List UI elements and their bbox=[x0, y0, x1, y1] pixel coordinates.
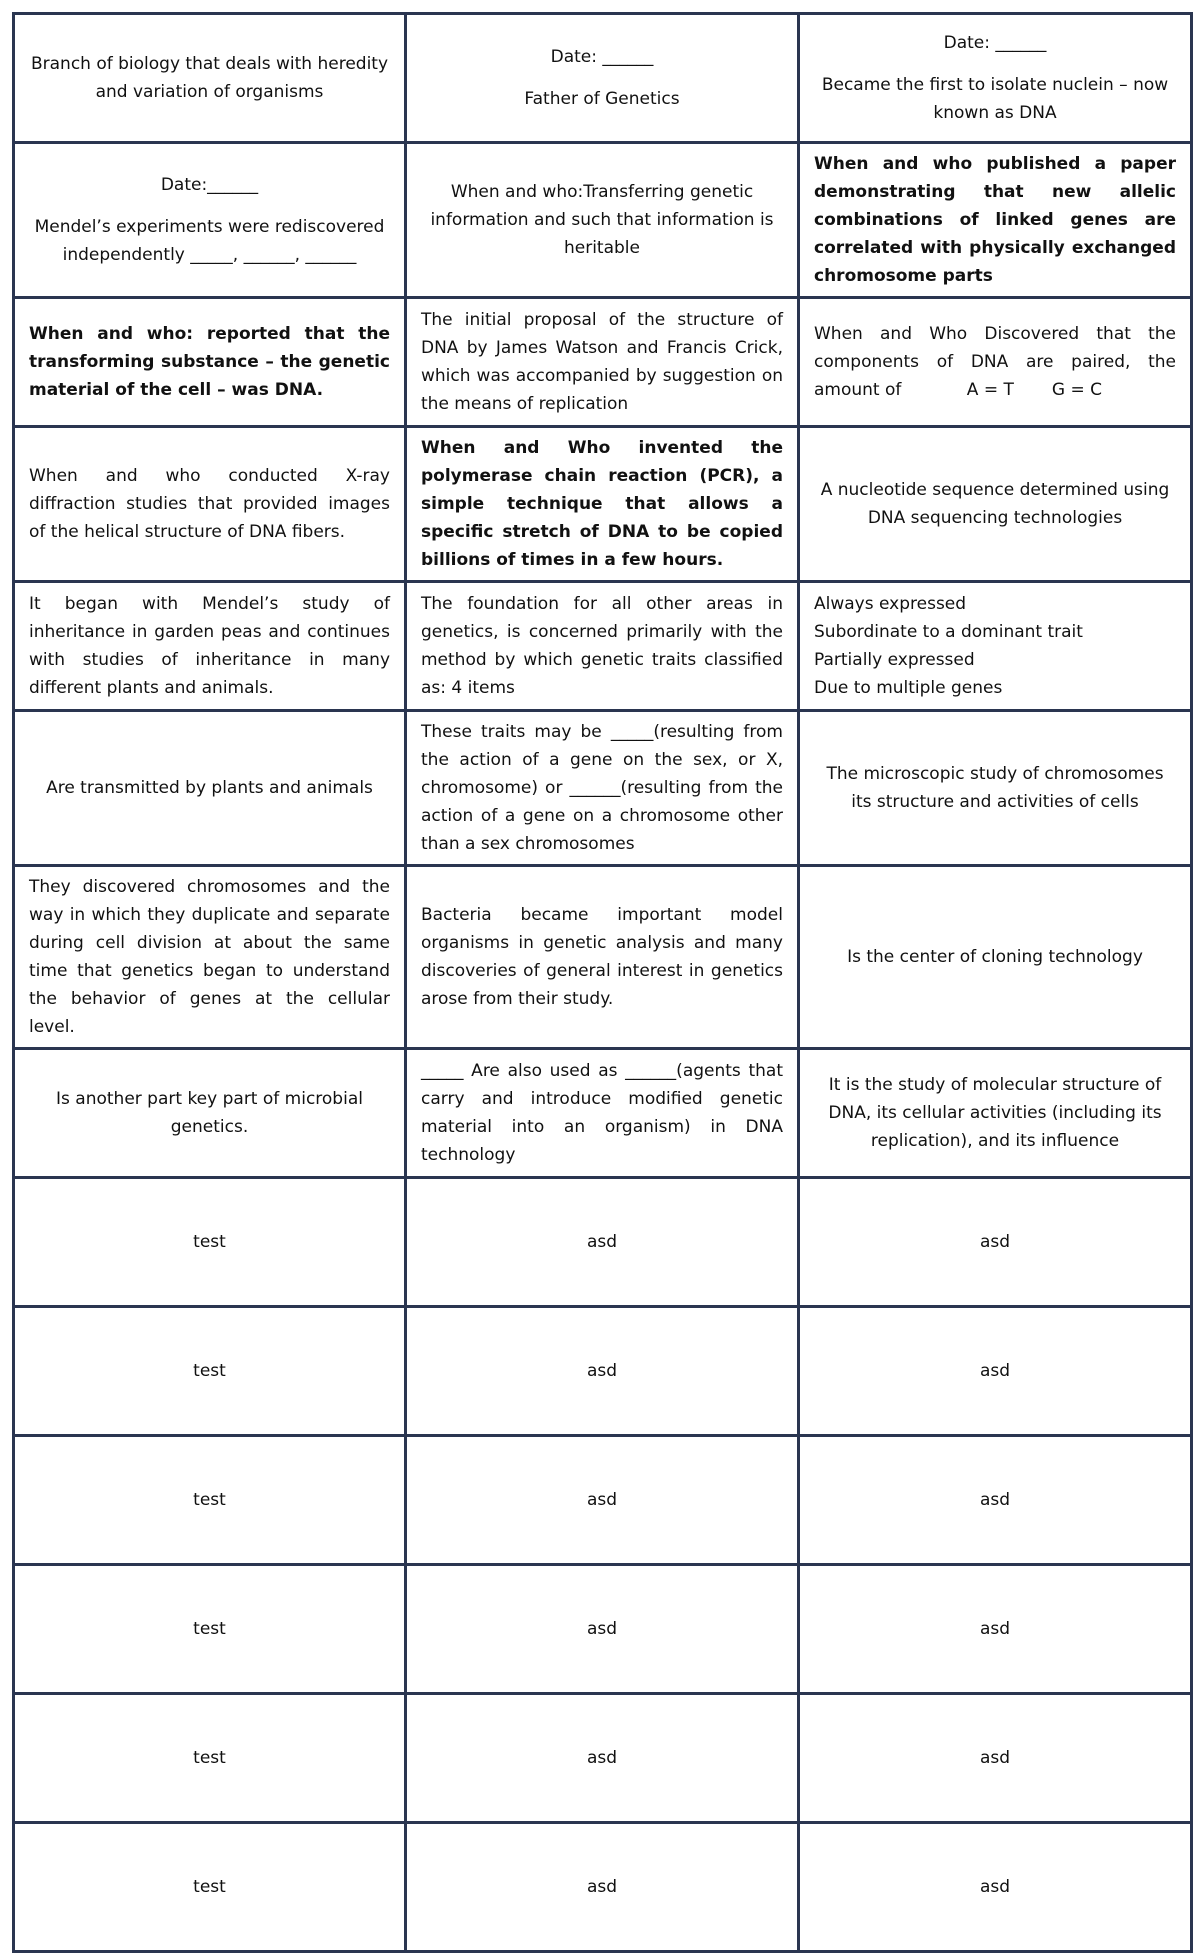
table-row bbox=[14, 1436, 1192, 1565]
table-row bbox=[14, 1049, 1192, 1178]
cell-text: These traits may be _____(resulting from the action of a gene on the sex, or X, chromosome) or ______(resulting from the action of a gene on a chromosome other than a sex chromosomes bbox=[421, 722, 783, 854]
table-cell bbox=[14, 14, 406, 143]
cell-text: Is another part key part of microbial genetics. bbox=[56, 1089, 363, 1137]
table-cell bbox=[799, 1049, 1192, 1178]
table-cell: test bbox=[14, 1565, 406, 1694]
table-cell bbox=[14, 866, 406, 1049]
table-cell: asd bbox=[406, 1436, 799, 1565]
date-label: Date: ______ bbox=[550, 47, 654, 67]
table-row bbox=[14, 143, 1192, 298]
cell-text: Are transmitted by plants and animals bbox=[46, 778, 373, 798]
table-cell bbox=[406, 14, 799, 143]
table-cell: asd bbox=[406, 1178, 799, 1307]
cell-text: The initial proposal of the structure of DNA by James Watson and Francis Crick, which was accompanied by suggestion on the means of replication bbox=[421, 310, 783, 414]
cell-text: Is the center of cloning technology bbox=[847, 947, 1143, 967]
table-cell bbox=[799, 711, 1192, 866]
date-label: Date:______ bbox=[160, 175, 259, 195]
cell-text: It is the study of molecular structure of DNA, its cellular activities (including its replication), and its influence bbox=[828, 1075, 1162, 1151]
table-row bbox=[14, 1823, 1192, 1952]
table-cell: test bbox=[14, 1823, 406, 1952]
cell-text: Became the first to isolate nuclein – now known as DNA bbox=[821, 75, 1169, 123]
table-cell: asd bbox=[799, 1436, 1192, 1565]
table-cell bbox=[14, 143, 406, 298]
cell-text: Mendel’s experiments were rediscovered independently _____, ______, ______ bbox=[34, 217, 385, 265]
table-cell bbox=[14, 582, 406, 711]
cell-text: Branch of biology that deals with heredity and variation of organisms bbox=[30, 54, 389, 102]
trait-item: Always expressed bbox=[814, 594, 967, 614]
table-cell bbox=[799, 582, 1192, 711]
trait-item: Due to multiple genes bbox=[814, 678, 1003, 698]
cell-text: They discovered chromosomes and the way in which they duplicate and separate during cell division at about the same time that genetics began to understand the behavior of genes at the cellular level. bbox=[29, 877, 390, 1037]
table-cell: test bbox=[14, 1307, 406, 1436]
cell-text: A nucleotide sequence determined using DNA sequencing technologies bbox=[820, 480, 1170, 528]
table-cell: asd bbox=[799, 1694, 1192, 1823]
genetics-worksheet-table bbox=[12, 12, 1193, 1953]
cell-text: When and Who Discovered that the components of DNA are paired, the amount of bbox=[814, 324, 1176, 400]
table-cell bbox=[406, 143, 799, 298]
table-row bbox=[14, 582, 1192, 711]
cell-text: The microscopic study of chromosomes its structure and activities of cells bbox=[826, 764, 1164, 812]
table-cell bbox=[406, 427, 799, 582]
table-cell bbox=[14, 298, 406, 427]
table-cell bbox=[799, 866, 1192, 1049]
cell-text: When and who conducted X-ray diffraction studies that provided images of the helical structure of DNA fibers. bbox=[29, 466, 390, 542]
cell-text: _____ Are also used as ______(agents that carry and introduce modified genetic material into an organism) in DNA technology bbox=[421, 1061, 783, 1165]
cell-text: It began with Mendel’s study of inheritance in garden peas and continues with studies of inheritance in many different plants and animals. bbox=[29, 594, 390, 698]
table-cell bbox=[14, 711, 406, 866]
table-cell: test bbox=[14, 1436, 406, 1565]
cell-text: When and who published a paper demonstrating that new allelic combinations of linked genes are correlated with physically exchanged chromosome parts bbox=[814, 154, 1176, 286]
base-pair-gc: G = C bbox=[1051, 380, 1102, 400]
table-cell: asd bbox=[799, 1823, 1192, 1952]
table-cell: asd bbox=[406, 1694, 799, 1823]
table-cell: asd bbox=[799, 1565, 1192, 1694]
table-cell bbox=[799, 298, 1192, 427]
base-pair-at: A = T bbox=[966, 380, 1014, 400]
cell-text: Father of Genetics bbox=[524, 89, 680, 109]
table-cell bbox=[14, 1049, 406, 1178]
table-row bbox=[14, 1307, 1192, 1436]
table-cell bbox=[799, 427, 1192, 582]
cell-text: When and who: reported that the transforming substance – the genetic material of the cell – was DNA. bbox=[29, 324, 390, 400]
base-pairs bbox=[967, 376, 1102, 404]
table-row bbox=[14, 866, 1192, 1049]
table-cell: asd bbox=[406, 1307, 799, 1436]
table-cell: asd bbox=[799, 1307, 1192, 1436]
trait-item: Subordinate to a dominant trait bbox=[814, 622, 1083, 642]
table-cell bbox=[406, 711, 799, 866]
table-row bbox=[14, 14, 1192, 143]
table-cell bbox=[406, 866, 799, 1049]
table-cell: asd bbox=[406, 1823, 799, 1952]
cell-text: When and Who invented the polymerase chain reaction (PCR), a simple technique that allows a specific stretch of DNA to be copied billions of times in a few hours. bbox=[421, 438, 783, 570]
table-cell bbox=[406, 582, 799, 711]
table-cell bbox=[14, 427, 406, 582]
table-row bbox=[14, 1565, 1192, 1694]
trait-item: Partially expressed bbox=[814, 650, 975, 670]
cell-text: Bacteria became important model organisms in genetic analysis and many discoveries of general interest in genetics arose from their study. bbox=[421, 905, 783, 1009]
table-cell: test bbox=[14, 1178, 406, 1307]
table-cell: test bbox=[14, 1694, 406, 1823]
table-row bbox=[14, 427, 1192, 582]
table-row bbox=[14, 711, 1192, 866]
cell-text: The foundation for all other areas in genetics, is concerned primarily with the method by which genetic traits classified as: 4 items bbox=[421, 594, 783, 698]
table-row bbox=[14, 298, 1192, 427]
table-row bbox=[14, 1694, 1192, 1823]
table-cell: asd bbox=[406, 1565, 799, 1694]
table-cell bbox=[799, 143, 1192, 298]
cell-text: When and who:Transferring genetic information and such that information is heritable bbox=[430, 182, 774, 258]
date-label: Date: ______ bbox=[943, 33, 1047, 53]
table-row bbox=[14, 1178, 1192, 1307]
table-cell bbox=[799, 14, 1192, 143]
table-cell bbox=[406, 298, 799, 427]
table-cell: asd bbox=[799, 1178, 1192, 1307]
table-cell bbox=[406, 1049, 799, 1178]
